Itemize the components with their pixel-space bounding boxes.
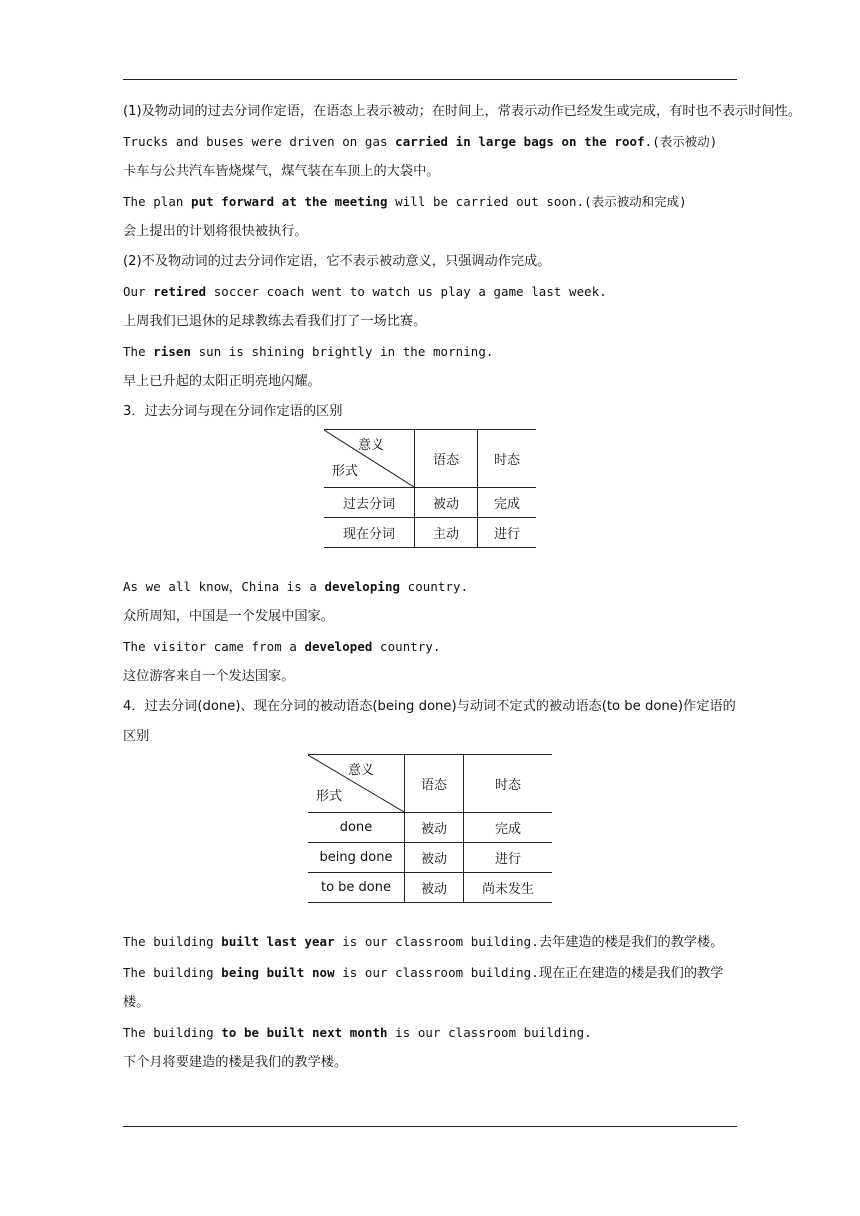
emphasized-phrase: put forward at the meeting bbox=[191, 193, 388, 209]
footer-rule bbox=[123, 1126, 737, 1127]
text-segment: 4．过去分词(done)、现在分词的被动语态(being done)与动词不定式的被动语态(to be done)作定语的区别 bbox=[123, 698, 736, 744]
text-line bbox=[123, 157, 737, 187]
text-segment: The plan bbox=[123, 193, 192, 209]
text-segment: The visitor came from a bbox=[123, 638, 305, 654]
text-segment: .(表示被动) bbox=[644, 133, 718, 149]
table-row bbox=[308, 873, 552, 903]
text-line bbox=[123, 187, 737, 218]
text-line bbox=[123, 632, 737, 663]
text-segment: soccer coach went to watch us play a game last week. bbox=[206, 283, 607, 299]
table-row bbox=[308, 843, 552, 873]
text-line bbox=[123, 97, 802, 127]
text-segment: 卡车与公共汽车皆烧煤气，煤气装在车顶上的大袋中。 bbox=[123, 164, 440, 180]
emphasized-phrase: retired bbox=[153, 283, 207, 299]
emphasized-phrase: carried in large bags on the roof bbox=[395, 133, 645, 149]
table1-cell: 进行 bbox=[493, 526, 520, 542]
table1-cell: 现在分词 bbox=[324, 517, 415, 547]
text-line bbox=[123, 247, 737, 277]
text-line bbox=[123, 367, 737, 397]
table1-cell: 完成 bbox=[478, 487, 537, 517]
text-segment: The bbox=[123, 343, 154, 359]
text-segment: 早上已升起的太阳正明亮地闪耀。 bbox=[123, 374, 321, 390]
text-segment: will be carried out soon.(表示被动和完成) bbox=[387, 193, 687, 209]
table2-cell: 被动 bbox=[405, 873, 464, 903]
emphasized-phrase: being built now bbox=[221, 964, 335, 980]
text-segment: (2)不及物动词的过去分词作定语，它不表示被动意义，只强调动作完成。 bbox=[123, 253, 551, 269]
table1-cell: 过去分词 bbox=[324, 487, 415, 517]
text-segment: Our bbox=[123, 283, 154, 299]
document-body bbox=[123, 97, 802, 1078]
table2-cell: 进行 bbox=[464, 843, 553, 873]
table2-col-tense: 时态 bbox=[464, 755, 553, 813]
table2-diagonal-header bbox=[308, 755, 405, 813]
table-nonfinite-comparison bbox=[308, 754, 737, 903]
table1-col-voice: 语态 bbox=[415, 429, 478, 487]
text-segment: The building bbox=[123, 964, 222, 980]
text-segment: is our classroom building. bbox=[334, 934, 539, 950]
table2-cell: 完成 bbox=[464, 813, 553, 843]
table2-cell: done bbox=[308, 813, 405, 843]
emphasized-phrase: to be built next month bbox=[221, 1024, 388, 1040]
table1-col-tense: 时态 bbox=[478, 429, 537, 487]
section-examples-developing bbox=[123, 572, 737, 752]
table2-head-top: 意义 bbox=[347, 763, 374, 779]
text-line bbox=[123, 277, 737, 308]
table-participle-comparison bbox=[324, 429, 737, 548]
table1-head-bottom: 形式 bbox=[332, 463, 359, 479]
text-segment: 上周我们已退休的足球教练去看我们打了一场比赛。 bbox=[123, 314, 427, 330]
emphasized-phrase: developing bbox=[324, 578, 401, 594]
text-line bbox=[123, 1048, 737, 1078]
table2-cell: 被动 bbox=[405, 843, 464, 873]
table1-cell: 主动 bbox=[415, 517, 478, 547]
text-line bbox=[123, 662, 737, 692]
comparison-table-1 bbox=[324, 429, 536, 548]
table1-head-top: 意义 bbox=[357, 437, 384, 453]
text-segment: (1)及物动词的过去分词作定语，在语态上表示被动；在时间上，常表示动作已经发生或完成，有时也不表示时间性。 bbox=[123, 104, 802, 119]
text-segment: is our classroom building. bbox=[387, 1024, 592, 1040]
text-segment: 现在正在建造的楼是我们的教学楼。 bbox=[123, 965, 724, 1011]
text-segment: As we all know，China is a bbox=[123, 578, 325, 594]
text-segment: 去年建造的楼是我们的教学楼。 bbox=[538, 935, 724, 951]
table-row bbox=[324, 487, 536, 517]
emphasized-phrase: developed bbox=[304, 638, 373, 654]
text-line bbox=[123, 692, 737, 751]
text-line bbox=[123, 307, 737, 337]
table1-diagonal-header bbox=[324, 429, 415, 487]
text-line bbox=[123, 127, 737, 158]
table2-head-bottom: 形式 bbox=[316, 789, 343, 805]
text-segment: is our classroom building. bbox=[334, 964, 539, 980]
text-segment: The building bbox=[123, 1024, 222, 1040]
section-examples-building bbox=[123, 927, 737, 1078]
table2-cell: 尚未发生 bbox=[481, 882, 534, 898]
table2-col-voice: 语态 bbox=[405, 755, 464, 813]
table2-cell: to be done bbox=[308, 873, 405, 903]
text-line bbox=[123, 958, 737, 1018]
text-line bbox=[123, 602, 737, 632]
table2-cell: 被动 bbox=[405, 813, 464, 843]
text-line bbox=[123, 1018, 737, 1049]
table-row bbox=[324, 517, 536, 547]
text-segment: sun is shining brightly in the morning. bbox=[191, 343, 494, 359]
text-line bbox=[123, 397, 737, 427]
emphasized-phrase: risen bbox=[153, 343, 192, 359]
comparison-table-2 bbox=[308, 754, 552, 903]
text-segment: 下个月将要建造的楼是我们的教学楼。 bbox=[123, 1055, 348, 1071]
header-rule bbox=[123, 79, 737, 80]
table-row bbox=[308, 813, 552, 843]
text-segment: The building bbox=[123, 934, 222, 950]
text-segment: Trucks and buses were driven on gas bbox=[123, 133, 396, 149]
emphasized-phrase: built last year bbox=[221, 934, 335, 950]
text-line bbox=[123, 217, 737, 247]
text-segment: 会上提出的计划将很快被执行。 bbox=[123, 224, 308, 240]
table2-cell: being done bbox=[308, 843, 405, 873]
text-segment: country. bbox=[400, 578, 469, 594]
text-segment: 3．过去分词与现在分词作定语的区别 bbox=[123, 403, 343, 419]
text-segment: country. bbox=[372, 638, 441, 654]
text-line bbox=[123, 572, 737, 603]
text-line bbox=[123, 337, 737, 368]
text-segment: 众所周知，中国是一个发展中国家。 bbox=[123, 609, 334, 625]
text-line bbox=[123, 927, 737, 958]
table1-cell: 被动 bbox=[415, 487, 478, 517]
section-past-participle-usage bbox=[123, 97, 802, 427]
text-segment: 这位游客来自一个发达国家。 bbox=[123, 669, 295, 685]
